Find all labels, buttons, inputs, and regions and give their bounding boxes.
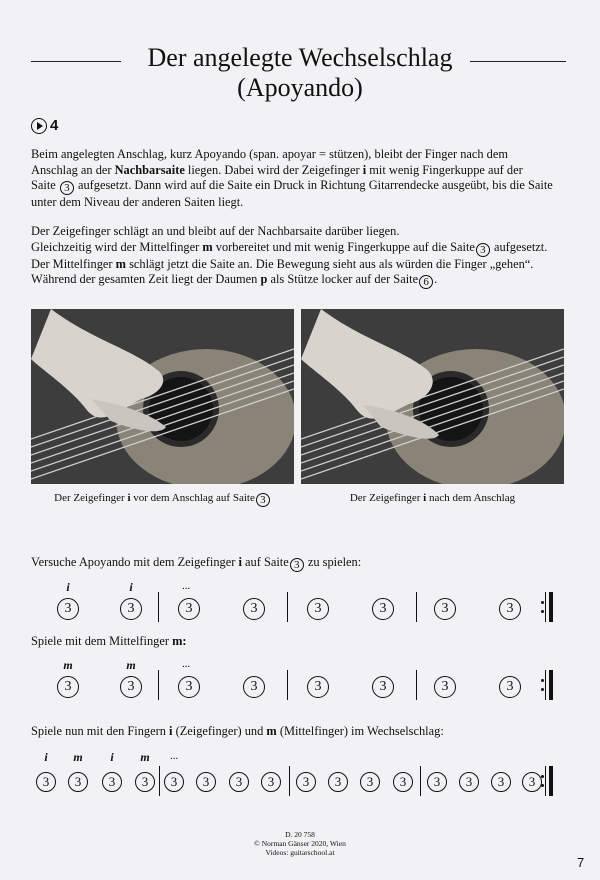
note: 3	[499, 676, 521, 698]
finger-label: i	[44, 750, 48, 764]
note: 3	[164, 772, 184, 792]
barline	[287, 670, 288, 700]
exercise2-label: Spiele mit dem Mittelfinger m:	[31, 634, 187, 648]
note: 3	[459, 772, 479, 792]
barline	[416, 670, 417, 700]
finger-label: i	[66, 580, 70, 594]
exercise1-label: Versuche Apoyando mit dem Zeigefinger i auf Saite 3 zu spielen:	[31, 555, 362, 571]
note: 3	[372, 676, 394, 698]
page-title: Der angelegte Wechselschlag	[147, 43, 453, 72]
note: 3	[178, 598, 200, 620]
repeat-end-barline	[541, 766, 555, 796]
note: 3	[135, 772, 155, 792]
note: 3	[178, 676, 200, 698]
page-subtitle: (Apoyando)	[237, 73, 363, 102]
note: 3	[328, 772, 348, 792]
note: 3	[68, 772, 88, 792]
play-icon	[31, 118, 47, 134]
caption-right: Der Zeigefinger i nach dem Anschlag	[349, 492, 516, 504]
note: 3	[120, 676, 142, 698]
barline	[159, 766, 160, 796]
exercise3-label: Spiele nun mit den Fingern i (Zeigefinger) und m (Mittelfinger) im Wechselschlag:	[31, 724, 444, 738]
photo-after-stroke	[301, 309, 564, 484]
string-number: 3	[60, 181, 74, 195]
barline	[289, 766, 290, 796]
finger-label: m	[63, 658, 73, 672]
publication-code: D. 20 758	[285, 830, 315, 839]
barline	[287, 592, 288, 622]
note: 3	[307, 676, 329, 698]
footer	[0, 830, 600, 857]
caption-left: Der Zeigefinger i vor dem Anschlag auf Saite 3	[31, 492, 294, 507]
note: 3	[261, 772, 281, 792]
repeat-end-barline	[541, 670, 555, 700]
note: 3	[522, 772, 542, 792]
videos-link: Videos: guitarschool.at	[265, 848, 335, 857]
finger-label: i	[129, 580, 133, 594]
finger-label: m	[73, 750, 83, 764]
note: 3	[57, 598, 79, 620]
note: 3	[243, 598, 265, 620]
barline	[420, 766, 421, 796]
string-number: 3	[290, 558, 304, 572]
page-number: 7	[577, 855, 585, 870]
audio-track[interactable]	[31, 117, 58, 134]
barline	[158, 670, 159, 700]
intro-paragraph: Beim angelegten Anschlag, kurz Apoyando (span. apoyar = stützen), bleibt der Finger nach dem Anschlag an der Nachbarsaite liegen. Dabei wird der Zeigefinger i mit wenig Fingerkuppe auf der Saite 3 aufgesetzt. Dann wird auf die Saite ein Druck in Richtung Gitarrendecke ausgeübt, bis die Saite unter dem Niveau der anderen Saiten liegt.	[31, 147, 553, 210]
continuation-dots: ...	[182, 580, 191, 592]
note: 3	[491, 772, 511, 792]
finger-label: i	[110, 750, 114, 764]
technique-paragraph: Der Zeigefinger schlägt an und bleibt auf der Nachbarsaite darüber liegen. Gleichzeitig wird der Mittelfinger m vorbereitet und mit wenig Fingerkuppe auf die Saite 3 aufgesetzt. Der Mittelfinger m schlägt jetzt die Saite an. Die Bewegung sieht aus als würden die Finger „gehen“. Während der gesamten Zeit liegt der Daumen p als Stütze locker auf der Saite 6 .	[31, 224, 548, 289]
note: 3	[296, 772, 316, 792]
repeat-end-barline	[541, 592, 555, 622]
note: 3	[120, 598, 142, 620]
continuation-dots: ...	[170, 750, 179, 762]
note: 3	[196, 772, 216, 792]
finger-label: m	[140, 750, 150, 764]
barline	[416, 592, 417, 622]
copyright: © Norman Gänser 2020, Wien	[254, 839, 346, 848]
continuation-dots: ...	[182, 658, 191, 670]
note: 3	[229, 772, 249, 792]
note: 3	[57, 676, 79, 698]
note: 3	[427, 772, 447, 792]
note: 3	[102, 772, 122, 792]
finger-label: m	[126, 658, 136, 672]
note: 3	[307, 598, 329, 620]
string-number: 3	[256, 493, 270, 507]
track-number: 4	[50, 117, 59, 134]
note: 3	[499, 598, 521, 620]
photo-before-stroke	[31, 309, 294, 484]
string-number: 3	[476, 243, 490, 257]
note: 3	[393, 772, 413, 792]
note: 3	[360, 772, 380, 792]
string-number: 6	[419, 275, 433, 289]
barline	[158, 592, 159, 622]
note: 3	[243, 676, 265, 698]
note: 3	[36, 772, 56, 792]
note: 3	[372, 598, 394, 620]
note: 3	[434, 598, 456, 620]
note: 3	[434, 676, 456, 698]
